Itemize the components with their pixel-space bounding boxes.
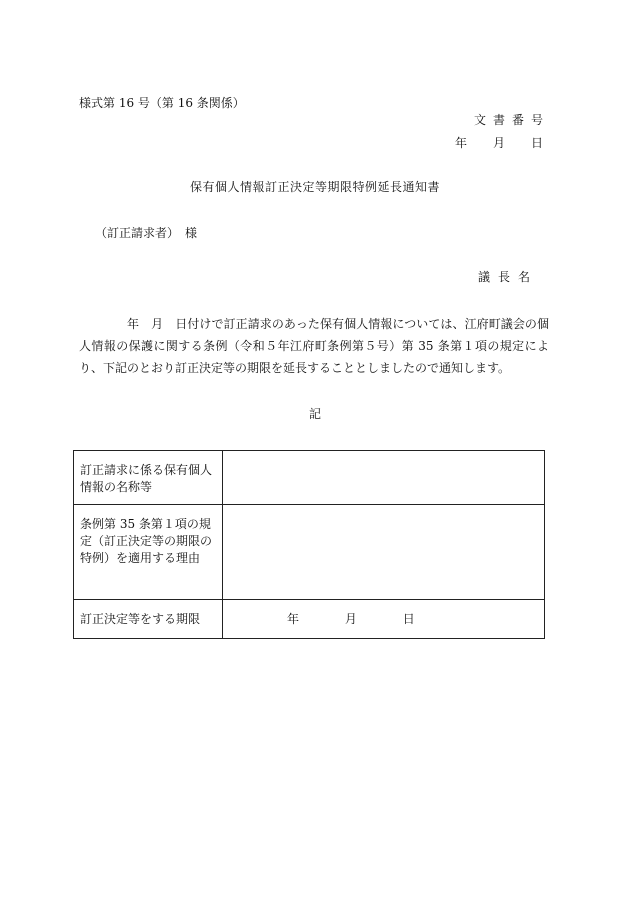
row-value-deadline <box>223 600 545 639</box>
deadline-month: 月 <box>344 611 357 626</box>
addressee: （訂正請求者） 様 <box>95 226 198 240</box>
row-label-deadline: 訂正決定等をする期限 <box>74 600 223 639</box>
row-label-reason: 条例第 35 条第１項の規定（訂正決定等の期限の特例）を適用する理由 <box>74 505 223 600</box>
sender-name: 議長名 <box>477 270 538 284</box>
table-row <box>74 451 545 505</box>
document-title: 保有個人情報訂正決定等期限特例延長通知書 <box>189 180 440 194</box>
row-label-info-name: 訂正請求に係る保有個人情報の名称等 <box>74 451 223 505</box>
deadline-year: 年 <box>287 611 300 626</box>
form-number: 様式第 16 号（第 16 条関係） <box>79 96 245 110</box>
row-value-reason <box>223 505 545 600</box>
document-date-label: 年 月 日 <box>454 136 550 150</box>
table-row <box>74 505 545 600</box>
ki-mark: 記 <box>308 407 321 421</box>
row-value-info-name <box>223 451 545 505</box>
info-table <box>73 450 545 639</box>
table-row <box>74 600 545 639</box>
document-number-label: 文書番号 <box>473 113 550 127</box>
deadline-day: 日 <box>402 611 415 626</box>
notice-body: 年 月 日付けで訂正請求のあった保有個人情報については、江府町議会の個人情報の保護に関する条例（令和５年江府町条例第５号）第 35 条第１項の規定により、下記のとおり訂正決定等の期限を延長することとしましたので通知します。 <box>79 317 549 375</box>
